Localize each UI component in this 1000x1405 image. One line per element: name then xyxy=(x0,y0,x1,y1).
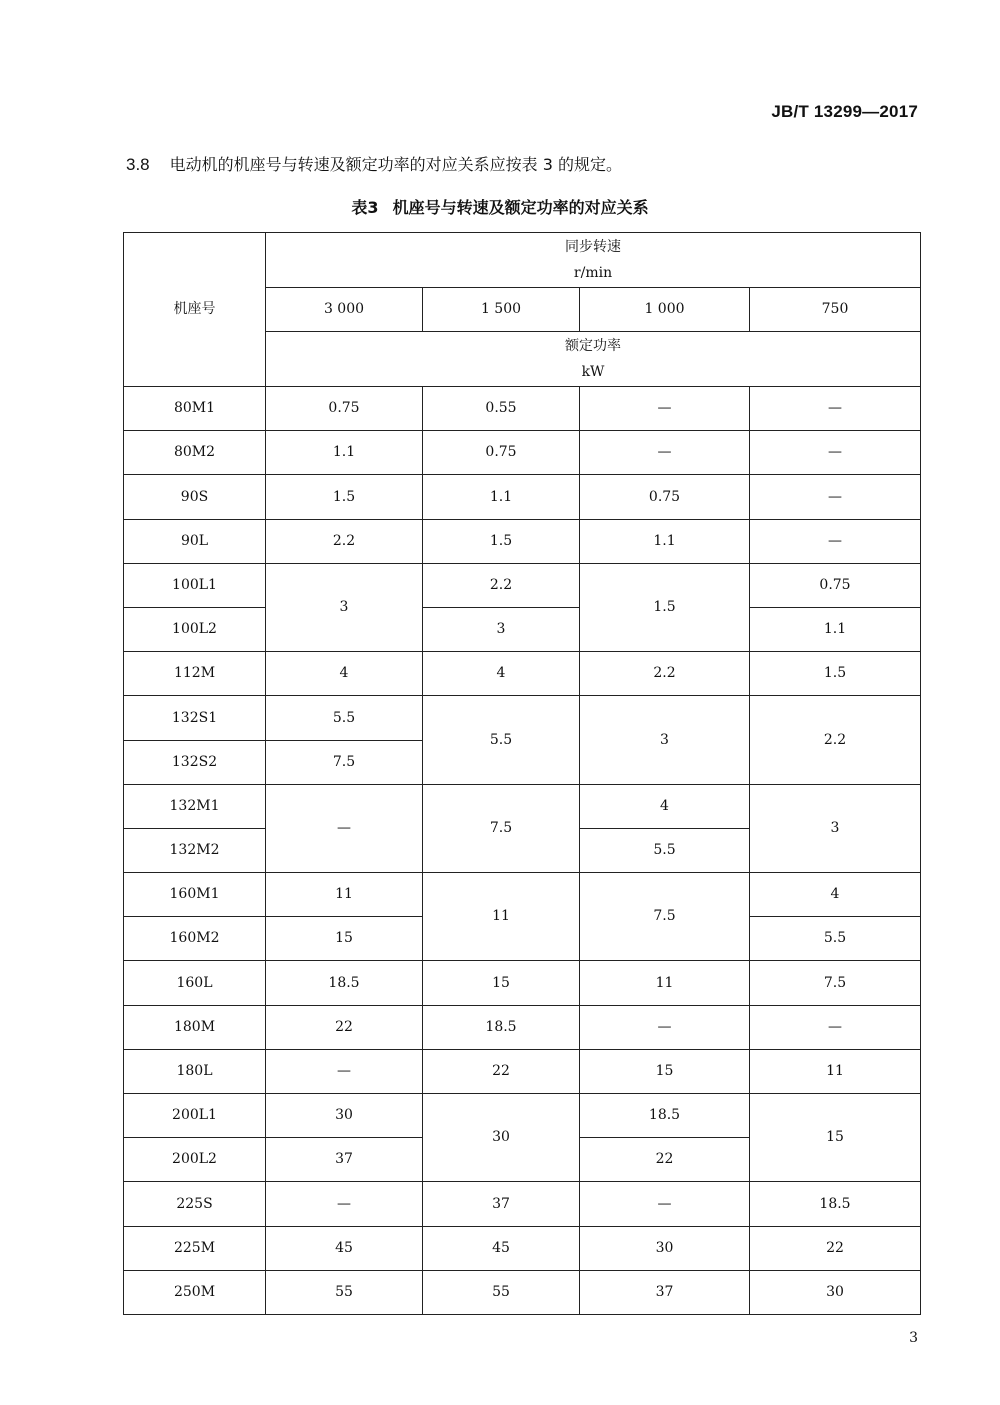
table-row xyxy=(124,652,921,696)
rated-power-cell: 5.5 xyxy=(750,917,921,961)
table-row xyxy=(124,431,921,475)
rated-power-cell: — xyxy=(580,1005,750,1049)
frame-size-cell: 90L xyxy=(124,519,266,563)
table-row xyxy=(124,387,921,431)
rated-power-cell: — xyxy=(750,519,921,563)
rated-power-cell: 2.2 xyxy=(580,652,750,696)
clause-text: 电动机的机座号与转速及额定功率的对应关系应按表 3 的规定。 xyxy=(169,155,622,174)
rated-power-cell: 4 xyxy=(266,652,423,696)
rated-power-cell: 0.75 xyxy=(750,563,921,607)
frame-size-cell: 180L xyxy=(124,1049,266,1093)
rated-power-cell: 11 xyxy=(580,961,750,1005)
rated-power-cell: — xyxy=(750,387,921,431)
power-unit: kW xyxy=(581,364,605,380)
rated-power-cell: 11 xyxy=(266,873,423,917)
rated-power-cell: 15 xyxy=(423,961,580,1005)
frame-size-cell: 132M2 xyxy=(124,828,266,872)
rated-power-cell: 1.1 xyxy=(580,519,750,563)
rated-power-cell: 2.2 xyxy=(750,696,921,784)
table-number: 表3 xyxy=(351,198,379,217)
rated-power-cell: 1.5 xyxy=(750,652,921,696)
frame-speed-power-table xyxy=(123,232,921,1315)
rated-power-cell: — xyxy=(580,1182,750,1226)
speed-header-cell: 1 500 xyxy=(423,288,580,332)
rated-power-cell: 3 xyxy=(580,696,750,784)
rated-power-cell: 1.1 xyxy=(266,431,423,475)
frame-size-cell: 132S1 xyxy=(124,696,266,740)
frame-size-cell: 100L2 xyxy=(124,607,266,651)
rated-power-cell: 11 xyxy=(750,1049,921,1093)
rated-power-cell: 4 xyxy=(580,784,750,828)
frame-size-cell: 160M1 xyxy=(124,873,266,917)
rated-power-cell: 1.1 xyxy=(423,475,580,519)
frame-size-cell: 132M1 xyxy=(124,784,266,828)
rated-power-cell: 0.75 xyxy=(580,475,750,519)
rated-power-cell: 5.5 xyxy=(423,696,580,784)
rated-power-cell: — xyxy=(580,431,750,475)
rated-power-cell: — xyxy=(750,475,921,519)
table-row xyxy=(124,607,921,651)
power-header-cell xyxy=(266,332,921,387)
rated-power-cell: 37 xyxy=(266,1138,423,1182)
rated-power-cell: 3 xyxy=(423,607,580,651)
rated-power-cell: 45 xyxy=(423,1226,580,1270)
rated-power-cell: 4 xyxy=(423,652,580,696)
frame-header-cell xyxy=(124,233,266,387)
frame-size-cell: 180M xyxy=(124,1005,266,1049)
speed-header-cell: 750 xyxy=(750,288,921,332)
table-row xyxy=(124,1182,921,1226)
rated-power-cell: 3 xyxy=(266,563,423,651)
clause-3-8 xyxy=(126,152,622,175)
table-row xyxy=(124,1049,921,1093)
frame-size-cell: 90S xyxy=(124,475,266,519)
table-row xyxy=(124,519,921,563)
rated-power-cell: 0.75 xyxy=(423,431,580,475)
rated-power-cell: — xyxy=(750,431,921,475)
rated-power-cell: 22 xyxy=(266,1005,423,1049)
frame-size-cell: 225S xyxy=(124,1182,266,1226)
rated-power-cell: 5.5 xyxy=(580,828,750,872)
rated-power-cell: 37 xyxy=(580,1270,750,1314)
rated-power-cell: 18.5 xyxy=(423,1005,580,1049)
rated-power-cell: 2.2 xyxy=(266,519,423,563)
table-title xyxy=(0,195,1000,218)
rated-power-cell: 7.5 xyxy=(266,740,423,784)
table-row xyxy=(124,873,921,917)
speed-header-cell: 1 000 xyxy=(580,288,750,332)
table-row xyxy=(124,784,921,828)
rated-power-cell: 1.5 xyxy=(266,475,423,519)
sync-speed-label: 同步转速 xyxy=(565,239,621,255)
table-row xyxy=(124,1005,921,1049)
table-row xyxy=(124,1226,921,1270)
rated-power-cell: 4 xyxy=(750,873,921,917)
rated-power-cell: 7.5 xyxy=(750,961,921,1005)
rated-power-cell: 3 xyxy=(750,784,921,872)
rated-power-cell: 18.5 xyxy=(580,1094,750,1138)
clause-number: 3.8 xyxy=(126,155,150,174)
frame-size-cell: 112M xyxy=(124,652,266,696)
rated-power-cell: 45 xyxy=(266,1226,423,1270)
frame-size-cell: 160M2 xyxy=(124,917,266,961)
rated-power-cell: 37 xyxy=(423,1182,580,1226)
rated-power-cell: — xyxy=(266,1182,423,1226)
rated-power-cell: 18.5 xyxy=(750,1182,921,1226)
rated-power-cell: 30 xyxy=(266,1094,423,1138)
frame-size-cell: 200L1 xyxy=(124,1094,266,1138)
frame-size-cell: 80M2 xyxy=(124,431,266,475)
page-number: 3 xyxy=(909,1330,918,1346)
speed-header-cell: 3 000 xyxy=(266,288,423,332)
rated-power-cell: 18.5 xyxy=(266,961,423,1005)
frame-size-cell: 160L xyxy=(124,961,266,1005)
frame-header-label: 机座号 xyxy=(173,301,216,318)
sync-speed-header-cell xyxy=(266,233,921,288)
rated-power-cell: — xyxy=(266,784,423,872)
rated-power-cell: 30 xyxy=(750,1270,921,1314)
rated-power-cell: 22 xyxy=(750,1226,921,1270)
rated-power-cell: 55 xyxy=(423,1270,580,1314)
table-row xyxy=(124,1094,921,1138)
table-row xyxy=(124,961,921,1005)
header-row-sync-speed xyxy=(124,233,921,288)
table-row xyxy=(124,1270,921,1314)
rated-power-cell: 0.75 xyxy=(266,387,423,431)
frame-size-cell: 225M xyxy=(124,1226,266,1270)
rated-power-cell: — xyxy=(580,387,750,431)
rated-power-cell: 22 xyxy=(423,1049,580,1093)
rated-power-cell: 11 xyxy=(423,873,580,961)
frame-size-cell: 250M xyxy=(124,1270,266,1314)
table-body xyxy=(124,387,921,1315)
rated-power-cell: — xyxy=(750,1005,921,1049)
table-title-text: 机座号与转速及额定功率的对应关系 xyxy=(392,198,649,217)
power-label: 额定功率 xyxy=(565,338,621,354)
rated-power-cell: 1.5 xyxy=(580,563,750,651)
frame-size-cell: 100L1 xyxy=(124,563,266,607)
rated-power-cell: 1.1 xyxy=(750,607,921,651)
table-row xyxy=(124,563,921,607)
rated-power-cell: 55 xyxy=(266,1270,423,1314)
rated-power-cell: 2.2 xyxy=(423,563,580,607)
rated-power-cell: 5.5 xyxy=(266,696,423,740)
frame-size-cell: 132S2 xyxy=(124,740,266,784)
rated-power-cell: 30 xyxy=(423,1094,580,1182)
table-row xyxy=(124,696,921,740)
rated-power-cell: 7.5 xyxy=(423,784,580,872)
rated-power-cell: 15 xyxy=(750,1094,921,1182)
sync-speed-unit: r/min xyxy=(573,265,613,281)
rated-power-cell: 30 xyxy=(580,1226,750,1270)
rated-power-cell: 7.5 xyxy=(580,873,750,961)
frame-size-cell: 80M1 xyxy=(124,387,266,431)
rated-power-cell: 1.5 xyxy=(423,519,580,563)
table-row xyxy=(124,475,921,519)
standard-number: JB/T 13299—2017 xyxy=(771,102,918,121)
rated-power-cell: 15 xyxy=(580,1049,750,1093)
frame-size-cell: 200L2 xyxy=(124,1138,266,1182)
rated-power-cell: 15 xyxy=(266,917,423,961)
rated-power-cell: 0.55 xyxy=(423,387,580,431)
rated-power-cell: — xyxy=(266,1049,423,1093)
rated-power-cell: 22 xyxy=(580,1138,750,1182)
